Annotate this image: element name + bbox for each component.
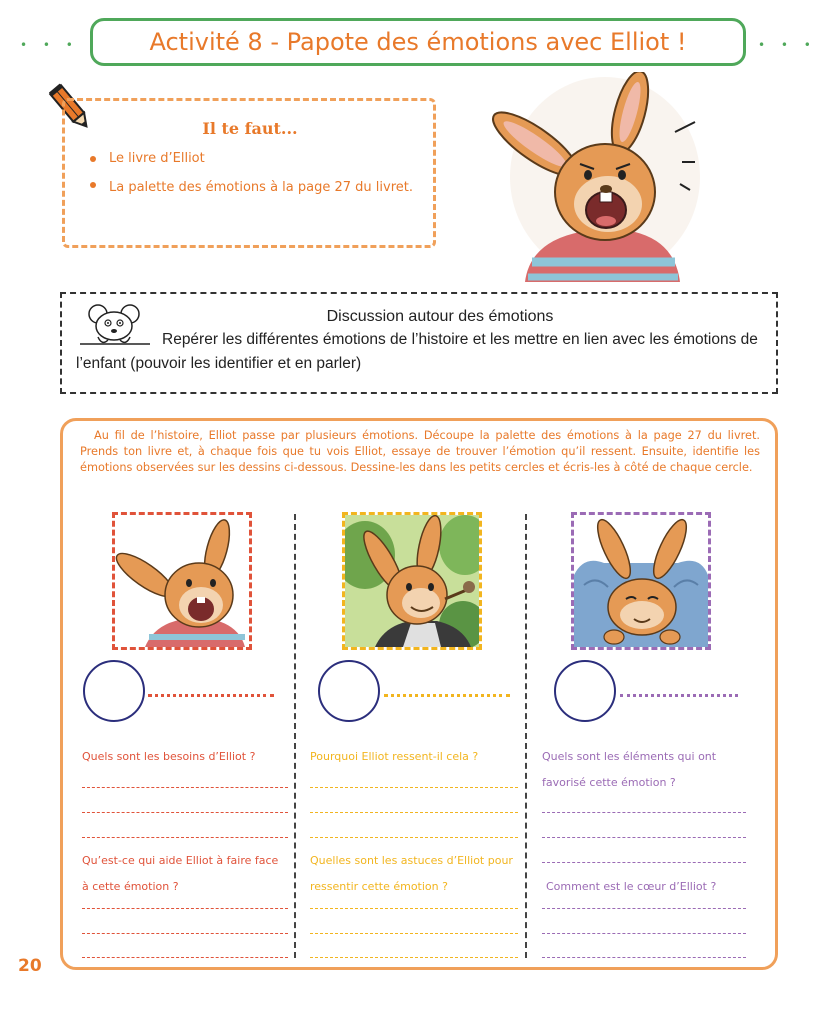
- elliot-angry-frame: [112, 512, 252, 650]
- emotion-label-line[interactable]: [384, 694, 510, 697]
- question-elements: Quels sont les éléments qui ont favorisé cette émotion ?: [542, 750, 717, 789]
- elliot-calm-frame: [571, 512, 711, 650]
- writing-line[interactable]: [310, 933, 518, 934]
- writing-line[interactable]: [310, 908, 518, 909]
- needs-box: [62, 98, 436, 248]
- title-dots-right: • • •: [758, 38, 817, 52]
- activity-instructions: Au fil de l’histoire, Elliot passe par plusieurs émotions. Découpe la palette des émotions à la page 27 du livret. Prends ton livre et, à chaque fois que tu vois Elliot, essaye de trouver l’émotion qu’il ressent. Ensuite, identifie les émotions observées sur les dessins ci-dessous. Dessine-les dans les petits cercles et écris-les à côté de chaque cercle.: [80, 429, 760, 474]
- question-why: Pourquoi Elliot ressent-il cela ?: [310, 750, 479, 763]
- emotion-label-line[interactable]: [148, 694, 274, 697]
- question-needs: Quels sont les besoins d’Elliot ?: [82, 750, 256, 763]
- writing-line[interactable]: [82, 837, 288, 838]
- writing-line[interactable]: [310, 812, 518, 813]
- writing-line[interactable]: [542, 862, 746, 863]
- title-box: [90, 18, 746, 66]
- column-divider: [294, 514, 296, 958]
- writing-line[interactable]: [542, 908, 746, 909]
- question-coping: Qu’est-ce qui aide Elliot à faire face à cette émotion ?: [82, 854, 279, 893]
- emotion-circle[interactable]: [554, 660, 616, 722]
- elliot-happy-illustration: [345, 515, 479, 647]
- discussion-text: Repérer les différentes émotions de l’histoire et les mettre en lien avec les émotions de l’enfant (pouvoir les identifier et en parler): [76, 331, 758, 372]
- writing-line[interactable]: [542, 957, 746, 958]
- elliot-happy-frame: [342, 512, 482, 650]
- needs-heading: Il te faut...: [202, 119, 298, 138]
- writing-line[interactable]: [542, 837, 746, 838]
- emotion-label-line[interactable]: [620, 694, 738, 697]
- elliot-angry-illustration: [115, 515, 249, 647]
- writing-line[interactable]: [310, 957, 518, 958]
- needs-list: [87, 146, 413, 200]
- page-number: 20: [18, 956, 42, 976]
- question-tips: Quelles sont les astuces d’Elliot pour ressentir cette émotion ?: [310, 854, 513, 893]
- writing-line[interactable]: [82, 957, 288, 958]
- writing-line[interactable]: [542, 933, 746, 934]
- writing-line[interactable]: [542, 812, 746, 813]
- discussion-box: [60, 292, 778, 394]
- needs-item: Le livre d’Elliot: [87, 146, 413, 172]
- question-heart: Comment est le cœur d’Elliot ?: [546, 880, 717, 893]
- mouse-icon: [78, 302, 150, 348]
- writing-line[interactable]: [310, 837, 518, 838]
- elliot-calm-illustration: [574, 515, 708, 647]
- title-dots-left: • • •: [20, 38, 79, 52]
- elliot-shouting-illustration: [470, 72, 700, 282]
- column-divider: [525, 514, 527, 958]
- writing-line[interactable]: [82, 787, 288, 788]
- writing-line[interactable]: [82, 908, 288, 909]
- discussion-title: Discussion autour des émotions: [326, 308, 554, 325]
- writing-line[interactable]: [82, 812, 288, 813]
- emotion-circle[interactable]: [83, 660, 145, 722]
- emotion-circle[interactable]: [318, 660, 380, 722]
- needs-item: La palette des émotions à la page 27 du livret.: [87, 172, 413, 200]
- writing-line[interactable]: [82, 933, 288, 934]
- writing-line[interactable]: [310, 787, 518, 788]
- page-title: Activité 8 - Papote des émotions avec Elliot !: [149, 28, 687, 56]
